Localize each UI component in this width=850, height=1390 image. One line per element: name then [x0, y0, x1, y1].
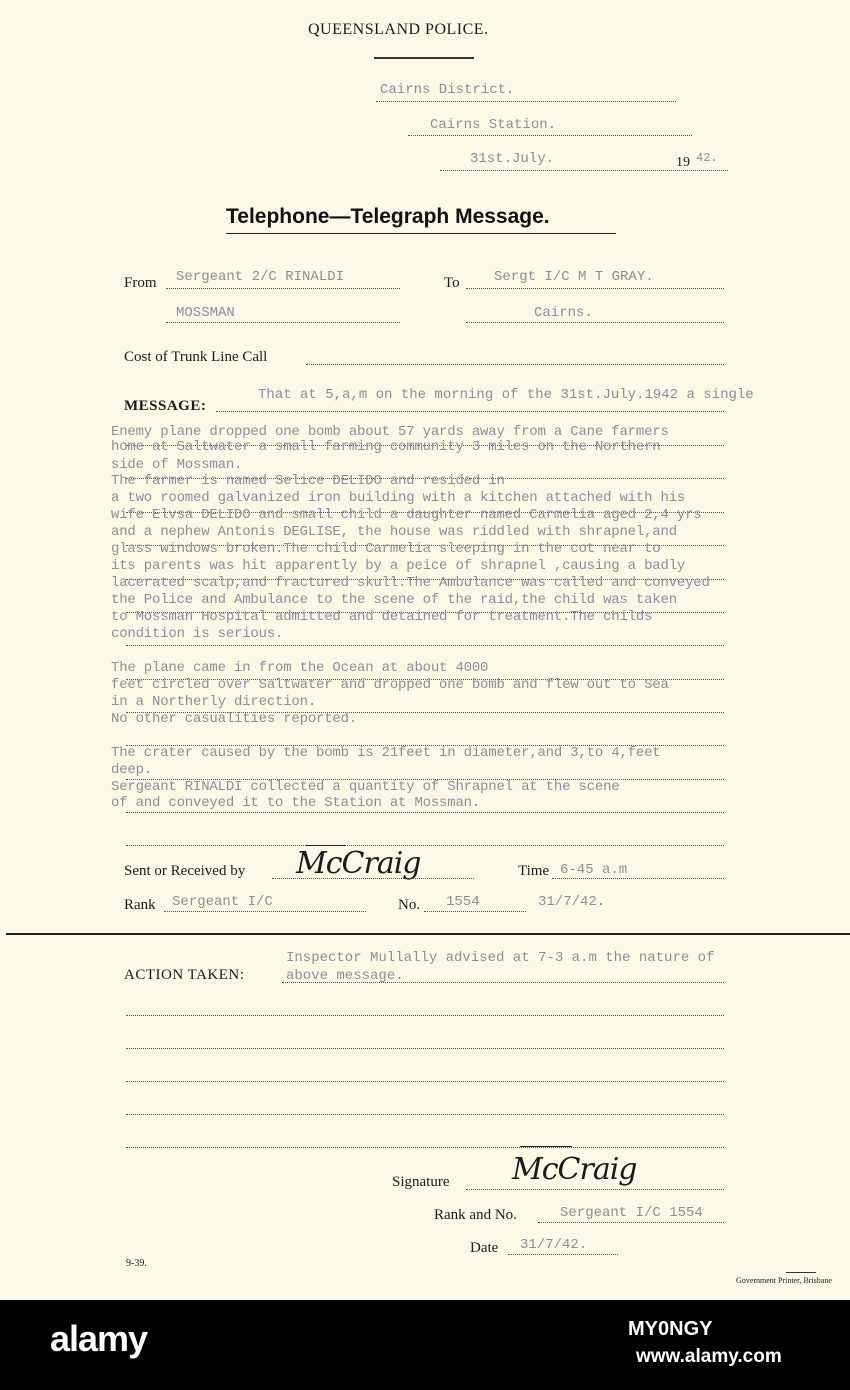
signature-flourish [520, 1146, 572, 1147]
date-label: Date [470, 1240, 499, 1256]
date-value: 31/7/42. [520, 1237, 588, 1253]
signature-value: McCraig [512, 1152, 637, 1187]
from-label: From [124, 275, 157, 291]
action-rule [126, 1048, 724, 1049]
rank-and-no-label: Rank and No. [434, 1207, 517, 1223]
message-rule [126, 812, 724, 813]
message-line: to Mossman Hospital admitted and detained for treatment.The childs [111, 609, 653, 625]
message-rule [126, 645, 724, 646]
to-place-line [466, 322, 724, 323]
message-line: side of Mossman. [111, 457, 243, 473]
date-line [440, 170, 728, 171]
sent-signature-flourish [306, 845, 346, 846]
message-line: No other casualities reported. [111, 711, 358, 727]
rank-line [164, 911, 366, 912]
rank-value: Sergeant I/C [172, 894, 273, 910]
action-rule [126, 1081, 724, 1082]
rank-label: Rank [124, 897, 156, 913]
date-value-line [508, 1254, 618, 1255]
message-line: deep. [111, 762, 153, 778]
to-name-line [466, 288, 724, 289]
sent-line [272, 878, 474, 879]
district-value: Cairns District. [380, 82, 515, 98]
watermark-url: www.alamy.com [636, 1346, 782, 1367]
sent-signature: McCraig [296, 846, 421, 881]
action-rule [282, 982, 724, 983]
year-suffix: 42. [696, 151, 718, 165]
header-rule [374, 57, 474, 59]
signature-line [466, 1189, 724, 1190]
no-line [424, 911, 526, 912]
year-prefix: 19 [676, 155, 690, 170]
time-label: Time [518, 863, 550, 879]
from-name-line [166, 288, 400, 289]
to-place-value: Cairns. [534, 305, 593, 321]
from-place-line [166, 322, 400, 323]
org-heading: QUEENSLAND POLICE. [308, 21, 489, 38]
message-line: The plane came in from the Ocean at about 4000 [111, 660, 489, 676]
cost-line [306, 364, 724, 365]
message-label: MESSAGE: [124, 398, 207, 414]
printer-imprint: Government Printer, Brisbane [736, 1276, 832, 1285]
message-line: The farmer is named Selice DELIDO and resided in [111, 473, 505, 489]
message-first-rule [216, 411, 724, 412]
watermark-image-code: MY0NGY [628, 1318, 713, 1340]
district-line [376, 101, 676, 102]
message-line: home at Saltwater a small farming community 3 miles on the Northern [111, 439, 661, 455]
time-line [552, 878, 724, 879]
message-first-line: That at 5,a,m on the morning of the 31st.July.1942 a single [258, 387, 754, 403]
entry-date-value: 31/7/42. [538, 894, 606, 910]
printer-rule [786, 1272, 816, 1273]
to-name-value: Sergt I/C M T GRAY. [494, 269, 654, 285]
sent-received-label: Sent or Received by [124, 863, 246, 879]
message-line: wife Elvsa DELIDO and small child a daughter named Carmelia aged 2,4 yrs [111, 507, 702, 523]
title-underline [226, 233, 616, 234]
message-rule [126, 845, 724, 846]
message-line: the Police and Ambulance to the scene of the raid,the child was taken [111, 592, 677, 608]
no-value: 1554 [446, 894, 480, 910]
action-line-2: above message. [286, 968, 404, 984]
from-name-value: Sergeant 2/C RINALDI [176, 269, 345, 285]
message-line: its parents was hit apparently by a peice of shrapnel ,causing a badly [111, 558, 686, 574]
form-number: 9-39. [126, 1258, 147, 1269]
action-rule [126, 1147, 724, 1148]
action-rule [126, 1114, 724, 1115]
no-label: No. [398, 897, 421, 913]
date-day-value: 31st.July. [470, 151, 555, 167]
message-line: in a Northerly direction. [111, 694, 317, 710]
message-line: The crater caused by the bomb is 21feet in diameter,and 3,to 4,feet [111, 745, 661, 761]
station-line [408, 135, 692, 136]
message-line: feet circled over Saltwater and dropped one bomb and flew out to Sea [111, 677, 669, 693]
from-place-value: MOSSMAN [176, 305, 235, 321]
message-line: Sergeant RINALDI collected a quantity of Shrapnel at the scene [111, 779, 620, 795]
action-taken-label: ACTION TAKEN: [124, 967, 245, 983]
time-value: 6-45 a.m [560, 862, 628, 878]
cost-label: Cost of Trunk Line Call [124, 349, 268, 365]
message-line: of and conveyed it to the Station at Mossman. [111, 795, 481, 811]
message-line: glass windows broken.The child Carmelia sleeping in the cot near to [111, 541, 661, 557]
message-line: lacerated scalp,and fractured skull.The Ambulance was called and conveyed [111, 575, 710, 591]
message-line: a two roomed galvanized iron building with a kitchen attached with his [111, 490, 686, 506]
rank-and-no-line [538, 1222, 724, 1223]
action-rule [126, 1015, 724, 1016]
action-line-1: Inspector Mullally advised at 7-3 a.m the nature of [286, 950, 715, 966]
rank-and-no-value: Sergeant I/C 1554 [560, 1205, 703, 1221]
section-divider [6, 933, 850, 935]
signature-label: Signature [392, 1174, 450, 1190]
to-label: To [444, 275, 460, 291]
form-title: Telephone—Telegraph Message. [226, 205, 550, 228]
watermark-logo: alamy [50, 1318, 148, 1359]
station-value: Cairns Station. [430, 117, 557, 133]
message-line: Enemy plane dropped one bomb about 57 yards away from a Cane farmers [111, 424, 669, 440]
message-line: condition is serious. [111, 626, 284, 642]
message-line: and a nephew Antonis DEGLISE, the house was riddled with shrapnel,and [111, 524, 677, 540]
